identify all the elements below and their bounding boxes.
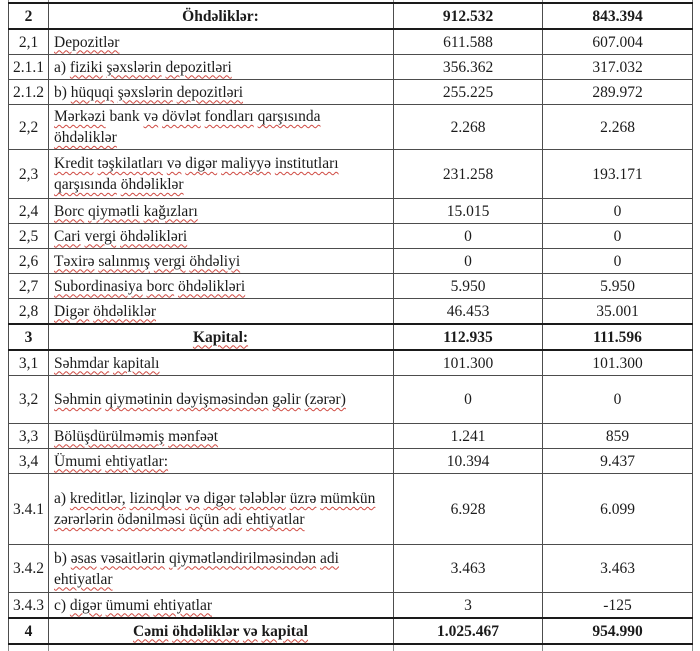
word: digər	[203, 490, 236, 507]
word: a)	[54, 490, 67, 507]
row-number-cell: 3.4.3	[9, 593, 49, 619]
word: öhdəlikləri	[177, 277, 246, 295]
description-cell	[49, 350, 394, 376]
row-number-cell: 2	[9, 3, 49, 29]
value-current-cell: 2.268	[394, 105, 543, 150]
value-previous-cell: 607.004	[543, 29, 693, 55]
word: adi	[320, 549, 339, 567]
value-previous-cell: 35.001	[543, 299, 693, 325]
description-cell	[49, 274, 394, 299]
row-number-cell: 3.4.2	[9, 545, 49, 593]
word: b)	[54, 83, 67, 101]
value-previous-cell: 0	[543, 224, 693, 249]
word: Kredit	[54, 155, 94, 172]
word: c)	[54, 596, 67, 614]
word: salınmış	[98, 252, 150, 270]
word: öhdəliklər	[93, 302, 157, 320]
word: əsas	[70, 549, 97, 567]
word: fiziki	[69, 58, 103, 76]
description-cell	[49, 55, 394, 80]
word: Cəmi	[133, 622, 169, 640]
word: kapitalı	[112, 354, 160, 372]
description-cell	[49, 299, 394, 325]
table-row	[9, 545, 693, 593]
table-row	[9, 299, 693, 325]
value-previous-cell: 317.032	[543, 55, 693, 80]
row-number-cell: 3,4	[9, 449, 49, 474]
row-number-cell: 3	[9, 324, 49, 350]
row-number-cell: 2,6	[9, 249, 49, 274]
row-number-cell: 3,2	[9, 376, 49, 424]
value-current-cell: 10.394	[394, 449, 543, 474]
word: qarşısında	[257, 108, 321, 125]
word: qarşısında	[54, 176, 117, 193]
word: qiymətli	[88, 202, 140, 220]
value-current-cell: 15.015	[394, 199, 543, 224]
word: dəyişməsindən	[176, 391, 269, 408]
word: kağızları	[143, 202, 198, 220]
table-row	[9, 150, 693, 199]
word: tələblər	[239, 490, 286, 507]
value-previous-cell: 0	[543, 199, 693, 224]
value-previous-cell: 9.437	[543, 449, 693, 474]
description-cell	[49, 105, 394, 150]
description-cell	[49, 29, 394, 55]
word: ödənilməsi	[117, 511, 186, 528]
value-current-cell: 255.225	[394, 80, 543, 105]
value-current-cell: 5.950	[394, 274, 543, 299]
word: şəxslərin	[117, 83, 173, 101]
word: Bölüşdürülməmiş	[54, 427, 165, 445]
row-number-cell: 2,2	[9, 105, 49, 150]
description-cell	[49, 474, 394, 545]
stub-cell	[394, 644, 543, 651]
row-number-cell: 4	[9, 618, 49, 644]
word: Təxirə	[54, 252, 95, 270]
value-current-cell: 112.935	[394, 324, 543, 350]
description-cell	[49, 324, 394, 350]
table-row	[9, 324, 693, 350]
word: vergi	[153, 252, 186, 270]
value-current-cell: 1.025.467	[394, 618, 543, 644]
word: adi	[223, 511, 243, 528]
value-current-cell: 6.928	[394, 474, 543, 545]
description-cell	[49, 224, 394, 249]
balance-sheet-table	[8, 0, 693, 651]
stub-cell	[49, 644, 394, 651]
word: mümkün	[320, 490, 376, 507]
word: depozitləri	[176, 83, 243, 101]
word: kapital	[261, 622, 308, 640]
description-cell	[49, 593, 394, 619]
word: gəlir	[272, 391, 301, 408]
word: və	[166, 155, 182, 172]
word: depozitləri	[165, 58, 232, 76]
row-number-cell: 2.1.1	[9, 55, 49, 80]
table-row	[9, 199, 693, 224]
value-previous-cell: 0	[543, 249, 693, 274]
table-row	[9, 449, 693, 474]
word: öhdəliklər	[120, 176, 184, 193]
table-body	[9, 0, 693, 651]
cut-off-row-bottom	[9, 644, 693, 651]
stub-cell	[543, 644, 693, 651]
word: (zərər)	[304, 391, 346, 408]
description-cell	[49, 618, 394, 644]
value-current-cell: 46.453	[394, 299, 543, 325]
word: dövlət	[162, 108, 201, 125]
word: Digər	[54, 302, 90, 320]
word: Mərkəzi	[54, 108, 106, 125]
value-previous-cell: 0	[543, 376, 693, 424]
table-row	[9, 474, 693, 545]
word: ehtiyatlar	[54, 570, 113, 588]
description-cell	[49, 249, 394, 274]
word: Subordinasiya	[54, 277, 143, 295]
word: ümumi	[105, 596, 150, 614]
value-current-cell: 912.532	[394, 3, 543, 29]
word: kreditlər,	[69, 490, 126, 507]
value-current-cell: 231.258	[394, 150, 543, 199]
word: üçün	[189, 511, 220, 528]
value-current-cell: 0	[394, 249, 543, 274]
value-previous-cell: -125	[543, 593, 693, 619]
table-row	[9, 105, 693, 150]
table-row	[9, 350, 693, 376]
table-row	[9, 618, 693, 644]
value-previous-cell: 5.950	[543, 274, 693, 299]
word: mənfəət	[168, 427, 219, 445]
table-row	[9, 224, 693, 249]
word: Səhmdar	[54, 354, 110, 372]
word: Ümumi	[54, 452, 102, 470]
description-cell	[49, 545, 394, 593]
value-current-cell: 101.300	[394, 350, 543, 376]
document-page	[8, 0, 693, 651]
description-cell	[49, 449, 394, 474]
word: maliyyə	[221, 155, 271, 172]
word: Borc	[54, 202, 85, 220]
word: b)	[54, 549, 67, 567]
value-current-cell: 3.463	[394, 545, 543, 593]
row-number-cell: 2,7	[9, 274, 49, 299]
word: digər	[185, 155, 218, 172]
row-number-cell: 2,5	[9, 224, 49, 249]
word: və	[143, 108, 159, 125]
word: öhdəliklər	[172, 622, 240, 640]
word: və	[185, 490, 200, 507]
word: öhdəlikləri	[120, 227, 188, 245]
word: şəxslərin	[106, 58, 162, 76]
value-current-cell: 0	[394, 376, 543, 424]
table-row	[9, 80, 693, 105]
word: öhdəliklər	[54, 129, 117, 146]
word: borc	[146, 277, 175, 295]
word: ehtiyatlar	[245, 511, 305, 528]
word: vəsaitlərin	[100, 549, 166, 567]
row-number-cell: 3.4.1	[9, 474, 49, 545]
value-previous-cell: 843.394	[543, 3, 693, 29]
value-previous-cell: 2.268	[543, 105, 693, 150]
word: fondları	[204, 108, 254, 125]
word: Səhmin	[54, 391, 102, 408]
table-row	[9, 376, 693, 424]
value-previous-cell: 289.972	[543, 80, 693, 105]
table-row	[9, 29, 693, 55]
value-current-cell: 1.241	[394, 424, 543, 449]
word: digər	[69, 596, 102, 614]
word: Cari	[54, 227, 81, 245]
word: Kapital:	[192, 328, 249, 346]
value-current-cell: 356.362	[394, 55, 543, 80]
word: Depozitlər	[54, 33, 120, 51]
word: qiymətinin	[105, 391, 173, 408]
description-cell	[49, 80, 394, 105]
word: lizinqlər	[129, 490, 182, 507]
table-row	[9, 55, 693, 80]
stub-cell	[9, 644, 49, 651]
word: öhdəliyi	[189, 252, 241, 270]
table-row	[9, 3, 693, 29]
description-cell	[49, 376, 394, 424]
value-previous-cell: 3.463	[543, 545, 693, 593]
table-row	[9, 424, 693, 449]
description-cell	[49, 424, 394, 449]
table-row	[9, 249, 693, 274]
row-number-cell: 3,3	[9, 424, 49, 449]
word: a)	[54, 58, 67, 76]
table-row	[9, 274, 693, 299]
value-current-cell: 3	[394, 593, 543, 619]
row-number-cell: 2,1	[9, 29, 49, 55]
word: zərərlərin	[54, 511, 114, 528]
value-previous-cell: 101.300	[543, 350, 693, 376]
value-previous-cell: 111.596	[543, 324, 693, 350]
row-number-cell: 2.1.2	[9, 80, 49, 105]
word: və	[242, 622, 258, 640]
table-row	[9, 593, 693, 619]
word: qiymətləndirilməsindən	[168, 549, 317, 567]
row-number-cell: 2,8	[9, 299, 49, 325]
value-previous-cell: 193.171	[543, 150, 693, 199]
word: üzrə	[289, 490, 317, 507]
value-current-cell: 0	[394, 224, 543, 249]
value-previous-cell: 6.099	[543, 474, 693, 545]
word: hüquqi	[70, 83, 114, 101]
description-cell: Öhdəliklər:	[49, 3, 394, 29]
description-cell	[49, 150, 394, 199]
word: institutları	[274, 155, 339, 172]
row-number-cell: 2,4	[9, 199, 49, 224]
value-previous-cell: 954.990	[543, 618, 693, 644]
word: təşkilatları	[97, 155, 163, 172]
word: vergi	[84, 227, 117, 245]
value-current-cell: 611.588	[394, 29, 543, 55]
row-number-cell: 2,3	[9, 150, 49, 199]
value-previous-cell: 859	[543, 424, 693, 449]
word: ehtiyatlar:	[105, 452, 169, 470]
word: ehtiyatlar	[153, 596, 212, 614]
word: bank	[109, 108, 140, 125]
row-number-cell: 3,1	[9, 350, 49, 376]
description-cell	[49, 199, 394, 224]
